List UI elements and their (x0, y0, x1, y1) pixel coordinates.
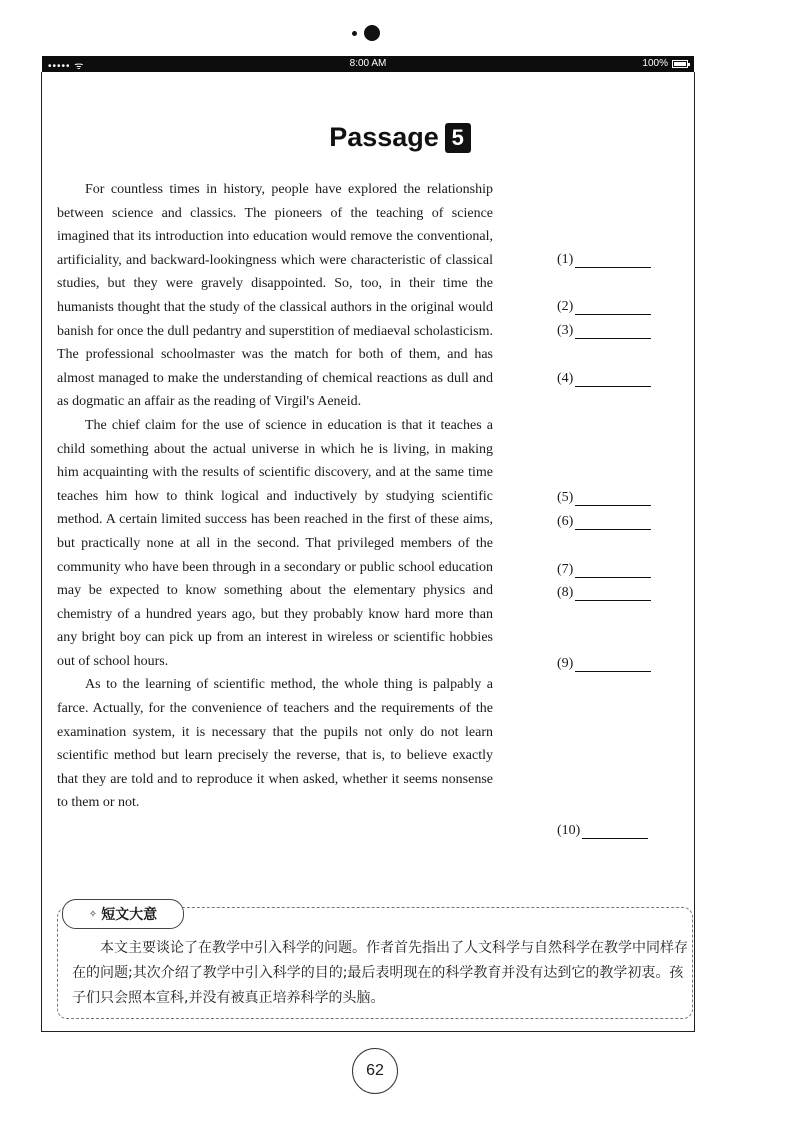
answer-blank-5[interactable]: (5) (557, 490, 651, 506)
answer-line (575, 301, 651, 315)
answer-blank-7[interactable]: (7) (557, 562, 651, 578)
passage-paragraph: The chief claim for the use of science in education is that it teaches a child something about the actual universe in which he is living, in making him acquainting with the results of scientific discovery, and at the same time teaches him how to think logical and inductively by studying scientific method. A certain limited success has been reached in the first of these aims, but practically none at all in the second. That privileged members of the community who have been through in a secondary or public school education may be expected to know something about the elementary physics and chemistry of a hundred years ago, but they probably know hard more than any bright boy can pick up from an interest in wireless or scientific hobbies out of school hours. (57, 417, 493, 669)
camera-dot-large (364, 25, 380, 41)
answer-line (582, 825, 648, 839)
signal-icon: ••••• ᯤ (48, 61, 85, 72)
battery-indicator (642, 58, 688, 69)
answer-line (575, 373, 651, 387)
page-title (0, 122, 800, 153)
camera-dot-small (352, 31, 357, 36)
passage-body (57, 178, 493, 815)
answer-line (575, 254, 651, 268)
passage-paragraph: For countless times in history, people have explored the relationship between science and classics. The pioneers of the teaching of science imagined that its introduction into education would remove the conventional, artificiality, and backward-lookingness which were characteristic of classical studies, but they were gravely disappointed. So, too, in their time the humanists thought that the study of the classical authors in the original would banish for once the dull pedantry and superstition of mediaeval scholasticism. The professional schoolmaster was the match for both of them, and has almost managed to make the understanding of chemical reactions as dull and as dogmatic an affair as the reading of Virgil's Aeneid. (57, 182, 493, 410)
battery-icon (672, 60, 688, 68)
star-icon: ✧ (88, 908, 98, 920)
answer-line (575, 564, 651, 578)
answer-line (575, 658, 651, 672)
answer-blank-4[interactable]: (4) (557, 371, 651, 387)
answer-line (575, 516, 651, 530)
answer-line (575, 492, 651, 506)
answer-blank-10[interactable]: (10) (557, 823, 648, 839)
answer-blank-6[interactable]: (6) (557, 514, 651, 530)
answer-line (575, 587, 651, 601)
answer-blank-8[interactable]: (8) (557, 585, 651, 601)
answer-blank-3[interactable]: (3) (557, 323, 651, 339)
passage-number-badge: 5 (445, 123, 471, 153)
status-time: 8:00 AM (349, 58, 387, 69)
title-text: Passage (329, 122, 439, 152)
answer-blank-1[interactable]: (1) (557, 252, 651, 268)
passage-paragraph: As to the learning of scientific method, the whole thing is palpably a farce. Actually, for the convenience of teachers and the requirements of the examination system, it is necessary that the pupils not only do not learn scientific method but learn precisely the reverse, that is, to believe exactly that they are told and to reproduce it when asked, whether it seems nonsense to them or not. (57, 677, 493, 811)
status-bar (42, 56, 694, 72)
summary-label: ✧ 短文大意 (62, 899, 184, 929)
answer-line (575, 325, 651, 339)
answer-blank-2[interactable]: (2) (557, 299, 651, 315)
page-number: 62 (352, 1048, 398, 1094)
answer-blank-9[interactable]: (9) (557, 656, 651, 672)
camera-dots (352, 24, 382, 44)
summary-text (72, 936, 688, 1011)
summary-paragraph: 本文主要谈论了在教学中引入科学的问题。作者首先指出了人文科学与自然科学在教学中同样存在的问题;其次介绍了教学中引入科学的目的;最后表明现在的科学教育并没有达到它的教学初衷。孩子们只会照本宣科,并没有被真正培养科学的头脑。 (72, 940, 688, 1006)
battery-percent: 100% (642, 58, 668, 69)
